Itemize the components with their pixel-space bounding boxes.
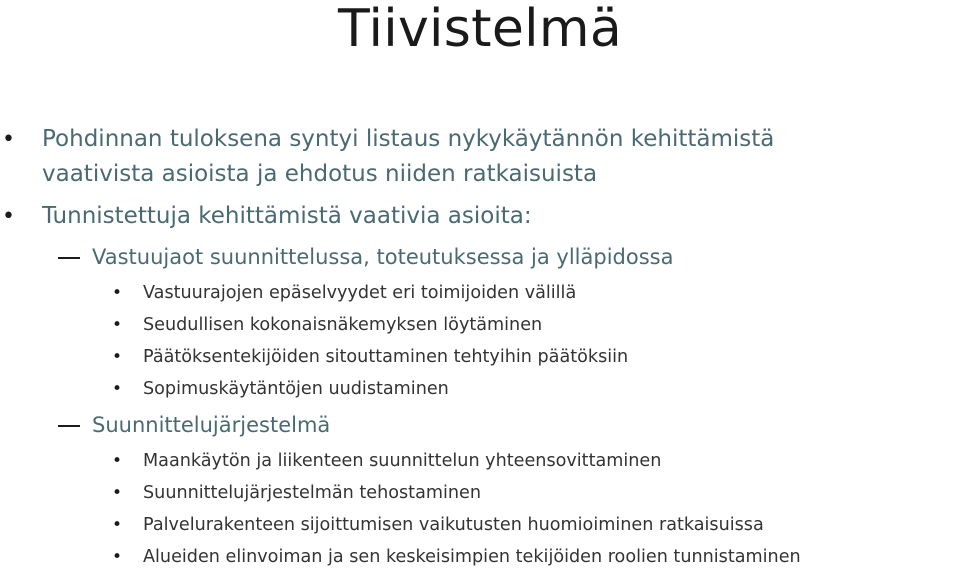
bullet-icon: • <box>112 379 123 399</box>
bullet-icon: • <box>2 204 15 229</box>
list-item-text: Tunnistettuja kehittämistä vaativia asioita: <box>42 203 532 229</box>
list-item-text: Sopimuskäytäntöjen uudistaminen <box>143 379 449 399</box>
list-item-text: Alueiden elinvoiman ja sen keskeisimpien tekijöiden roolien tunnistaminen <box>143 547 801 567</box>
bullet-icon: • <box>112 283 123 303</box>
list-item-text: Palvelurakenteen sijoittumisen vaikutusten huomioiminen ratkaisuissa <box>143 515 764 535</box>
bullet-icon: • <box>112 451 123 471</box>
bullet-icon: • <box>112 347 123 367</box>
dash-icon <box>58 257 80 259</box>
list-item-text: Pohdinnan tuloksena syntyi listaus nykykäytännön kehittämistä <box>42 126 775 152</box>
bullet-icon: • <box>112 483 123 503</box>
dash-icon <box>58 425 80 427</box>
list-item-text: Suunnittelujärjestelmän tehostaminen <box>143 483 482 503</box>
list-item-text: Päätöksentekijöiden sitouttaminen tehtyihin päätöksiin <box>143 347 629 367</box>
bullet-icon: • <box>112 547 123 567</box>
list-item-text: Vastuurajojen epäselvyydet eri toimijoiden välillä <box>143 283 577 303</box>
bullet-icon: • <box>112 315 123 335</box>
bullet-icon: • <box>112 515 123 535</box>
list-item-text: Vastuujaot suunnittelussa, toteutuksessa ja ylläpidossa <box>92 245 674 269</box>
list-item-text: Maankäytön ja liikenteen suunnittelun yhteensovittaminen <box>143 451 662 471</box>
bullet-icon: • <box>2 127 15 152</box>
list-item-text: Seudullisen kokonaisnäkemyksen löytäminen <box>143 315 543 335</box>
slide-title: Tiivistelmä <box>337 0 623 59</box>
list-item-text: vaativista asioista ja ehdotus niiden ratkaisuista <box>42 161 598 187</box>
list-item-text: Suunnittelujärjestelmä <box>92 413 331 437</box>
